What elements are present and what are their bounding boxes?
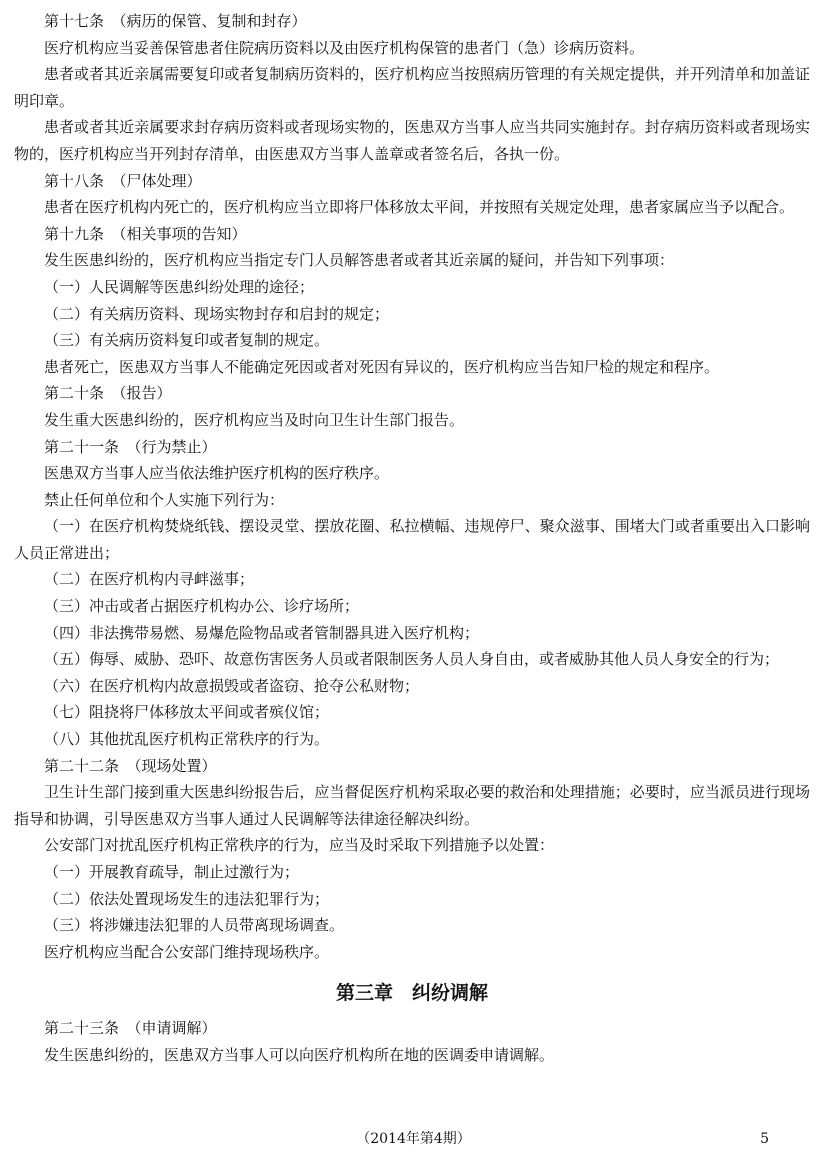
paragraph: 发生重大医患纠纷的，医疗机构应当及时向卫生计生部门报告。	[44, 410, 465, 429]
paragraph: 发生医患纠纷的，医疗机构应当指定专门人员解答患者或者其近亲属的疑问，并告知下列事项：	[44, 251, 675, 270]
paragraph: （一）在医疗机构焚烧纸钱、摆设灵堂、摆放花圈、私拉横幅、违规停尸、聚众滋事、围堵大门或者重要出入口影响人员正常进出；	[14, 517, 810, 562]
paragraph: 患者或者其近亲属要求封存病历资料或者现场实物的，医患双方当事人应当共同实施封存。封存病历资料或者现场实物的，医疗机构应当开列封存清单，由医患双方当事人盖章或者签名后，各执一份。	[14, 118, 810, 163]
document-body	[14, 8, 810, 1069]
paragraph: 第二十一条 （行为禁止）	[44, 437, 217, 456]
paragraph: 医疗机构应当配合公安部门维持现场秩序。	[44, 942, 330, 961]
footer-page-number: 5	[760, 1131, 769, 1147]
paragraph: 第二十二条 （现场处置）	[44, 756, 217, 775]
paragraph: （二）依法处置现场发生的违法犯罪行为；	[44, 889, 330, 908]
paragraph: 医患双方当事人应当依法维护医疗机构的医疗秩序。	[44, 464, 390, 483]
paragraph: （一）开展教育疏导，制止过激行为；	[44, 863, 300, 881]
paragraph: （三）有关病历资料复印或者复制的规定。	[44, 331, 330, 350]
paragraph: 患者在医疗机构内死亡的，医疗机构应当立即将尸体移放太平间，并按照有关规定处理，患者家属应当予以配合。	[44, 198, 795, 217]
paragraph: 禁止任何单位和个人实施下列行为：	[44, 490, 285, 509]
paragraph: （三）将涉嫌违法犯罪的人员带离现场调查。	[44, 916, 345, 935]
footer-issue: （2014年第4期）	[356, 1131, 471, 1147]
paragraph: 卫生计生部门接到重大医患纠纷报告后，应当督促医疗机构采取必要的救治和处理措施；必要时，应当派员进行现场指导和协调，引导医患双方当事人通过人民调解等法律途径解决纠纷。	[14, 783, 810, 828]
paragraph: 医疗机构应当妥善保管患者住院病历资料以及由医疗机构保管的患者门（急）诊病历资料。	[44, 38, 645, 57]
paragraph: 第十七条 （病历的保管、复制和封存）	[44, 12, 307, 30]
paragraph: 第二十条 （报告）	[44, 384, 172, 403]
paragraph: 第十八条 （尸体处理）	[44, 171, 202, 190]
chapter-title: 第三章 纠纷调解	[335, 982, 488, 1005]
paragraph: （二）有关病历资料、现场实物封存和启封的规定；	[44, 304, 390, 323]
paragraph: 患者或者其近亲属需要复印或者复制病历资料的，医疗机构应当按照病历管理的有关规定提供，并开列清单和加盖证明印章。	[14, 65, 810, 110]
paragraph: （一）人民调解等医患纠纷处理的途径；	[44, 277, 315, 296]
paragraph: （八）其他扰乱医疗机构正常秩序的行为。	[44, 730, 330, 749]
paragraph: （七）阻挠将尸体移放太平间或者殡仪馆；	[44, 703, 330, 722]
paragraph: 公安部门对扰乱医疗机构正常秩序的行为，应当及时采取下列措施予以处置：	[44, 836, 555, 855]
paragraph: （三）冲击或者占据医疗机构办公、诊疗场所；	[44, 597, 360, 616]
paragraph: （四）非法携带易燃、易爆危险物品或者管制器具进入医疗机构；	[44, 623, 480, 642]
paragraph: 发生医患纠纷的，医患双方当事人可以向医疗机构所在地的医调委申请调解。	[44, 1045, 555, 1064]
section-chapter-two-continued	[14, 8, 810, 965]
paragraph: 患者死亡，医患双方当事人不能确定死因或者对死因有异议的，医疗机构应当告知尸检的规定和程序。	[44, 357, 720, 376]
paragraph: （六）在医疗机构内故意损毁或者盗窃、抢夺公私财物；	[44, 676, 420, 695]
paragraph: （五）侮辱、威胁、恐吓、故意伤害医务人员或者限制医务人员人身自由，或者威胁其他人员人身安全的行为；	[44, 650, 780, 669]
paragraph: 第二十三条 （申请调解）	[44, 1019, 217, 1038]
paragraph: （二）在医疗机构内寻衅滋事；	[44, 570, 255, 589]
section-chapter-three	[14, 1015, 810, 1068]
paragraph: 第十九条 （相关事项的告知）	[44, 224, 247, 243]
